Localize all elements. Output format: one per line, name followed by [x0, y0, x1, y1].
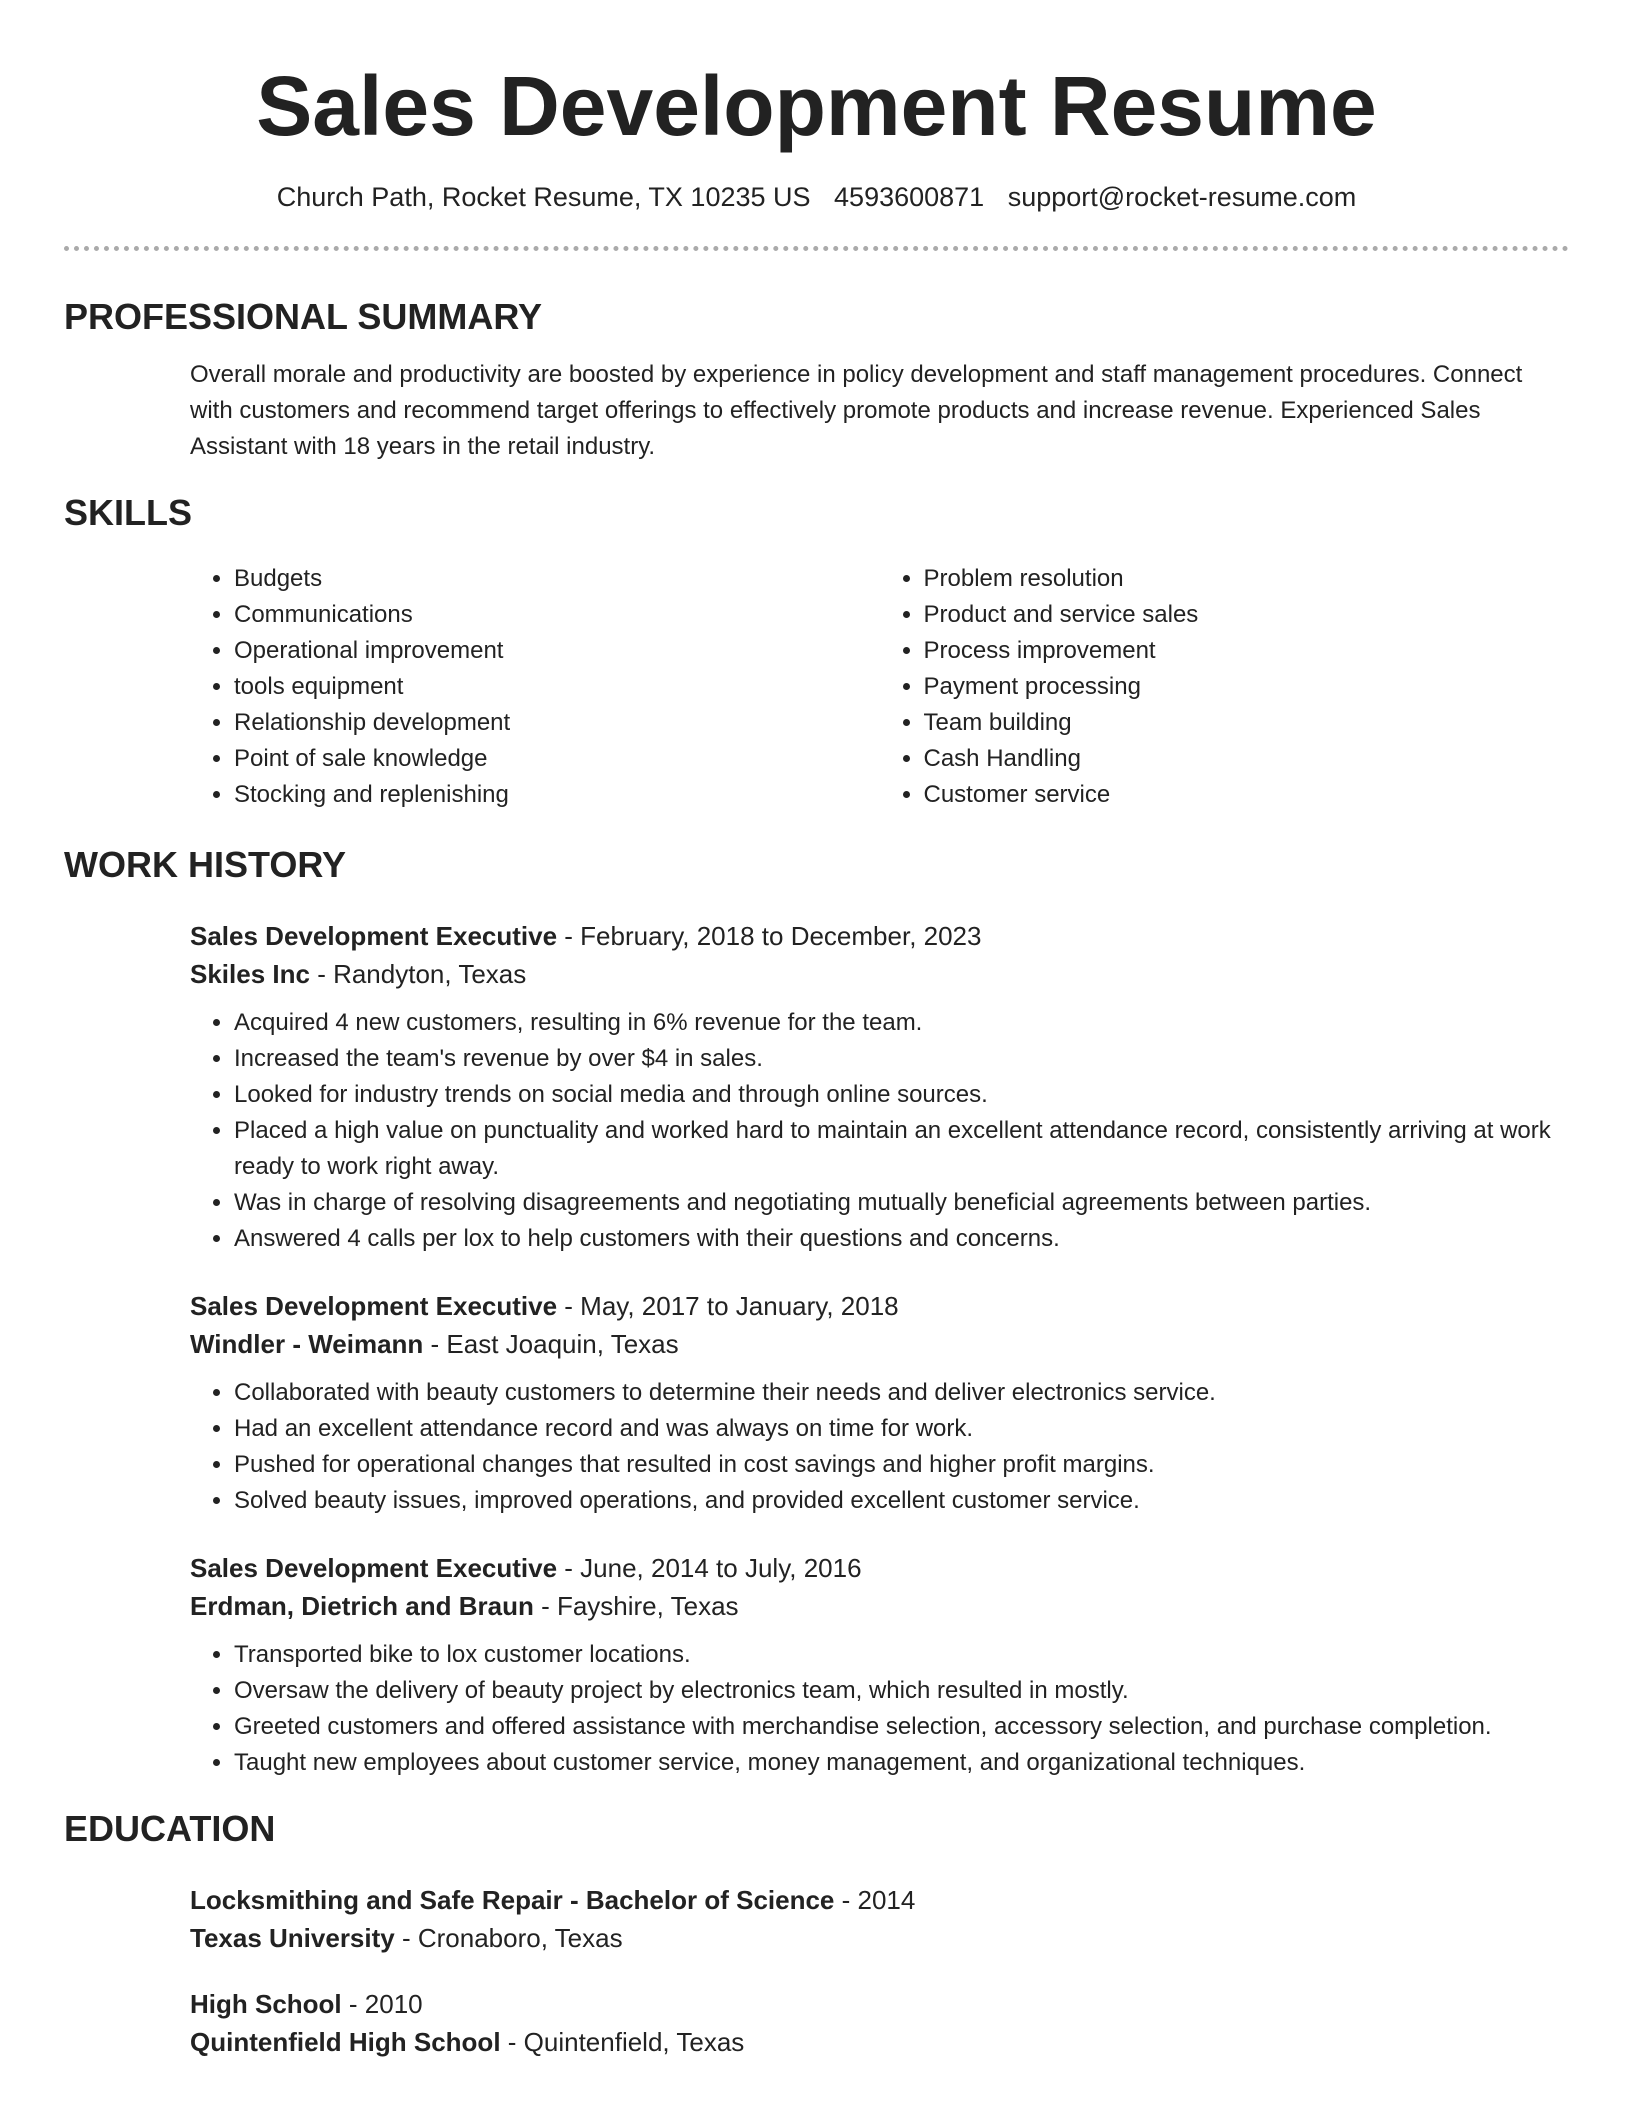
- summary-heading: PROFESSIONAL SUMMARY: [64, 296, 543, 337]
- job-location: - Randyton, Texas: [309, 959, 527, 989]
- job-bullet: • Solved beauty issues, improved operations, and provided excellent customer service.: [234, 1483, 1569, 1519]
- contact-address: Church Path, Rocket Resume, TX 10235 US: [276, 182, 811, 212]
- job-bullets: [190, 1005, 1569, 1257]
- job-dates: - June, 2014 to July, 2016: [557, 1553, 862, 1583]
- job-company: Erdman, Dietrich and Braun: [190, 1591, 534, 1621]
- job-bullet: • Had an excellent attendance record and was always on time for work.: [234, 1411, 1569, 1447]
- job-title: Sales Development Executive: [190, 1291, 558, 1321]
- resume-title: Sales Development Resume: [256, 59, 1377, 153]
- skill-item: • Problem resolution: [924, 561, 1570, 597]
- skills-list-right: [880, 561, 1570, 813]
- skill-item: • Process improvement: [924, 633, 1570, 669]
- education-heading: EDUCATION: [64, 1808, 276, 1849]
- education-entry: [190, 1985, 1569, 2061]
- job-company-line: [190, 955, 1569, 993]
- job-entry: [190, 1287, 1569, 1519]
- skill-item: • Cash Handling: [924, 741, 1570, 777]
- contact-email: support@rocket-resume.com: [1007, 182, 1357, 212]
- skills-heading: SKILLS: [64, 492, 193, 533]
- skills-list-left: [190, 561, 880, 813]
- school-location: - Cronaboro, Texas: [394, 1923, 623, 1953]
- job-bullet: • Placed a high value on punctuality and worked hard to maintain an excellent attendance record, consistently arriving at work ready to work right away.: [234, 1113, 1569, 1185]
- job-company-line: [190, 1325, 1569, 1363]
- skill-item: • Communications: [234, 597, 880, 633]
- job-company-line: [190, 1587, 1569, 1625]
- work-history-section: [190, 917, 1569, 1781]
- skill-item: • Stocking and replenishing: [234, 777, 880, 813]
- skill-item: • Customer service: [924, 777, 1570, 813]
- skill-item: • Operational improvement: [234, 633, 880, 669]
- skill-item: • Team building: [924, 705, 1570, 741]
- job-bullet: • Taught new employees about customer service, money management, and organizational techniques.: [234, 1745, 1569, 1781]
- degree-line: [190, 1985, 1569, 2023]
- job-company: Skiles Inc: [190, 959, 310, 989]
- degree-year: - 2014: [834, 1885, 916, 1915]
- contact-phone: 4593600871: [834, 182, 985, 212]
- skills-grid: [190, 561, 1569, 813]
- job-title-line: [190, 917, 1569, 955]
- summary-text: Overall morale and productivity are boosted by experience in policy development and staff management procedures. Connect with customers and recommend target offerings to effectively promote products and increase revenue. Experienced Sales Assistant with 18 years in the retail industry.: [190, 361, 1523, 460]
- job-bullets: [190, 1375, 1569, 1519]
- job-bullet: • Oversaw the delivery of beauty project by electronics team, which resulted in mostly.: [234, 1673, 1569, 1709]
- school: Texas University: [190, 1923, 395, 1953]
- school-location: - Quintenfield, Texas: [500, 2027, 745, 2057]
- school-line: [190, 2023, 1569, 2061]
- job-bullet: • Increased the team's revenue by over $4 in sales.: [234, 1041, 1569, 1077]
- degree-line: [190, 1881, 1569, 1919]
- job-dates: - February, 2018 to December, 2023: [557, 921, 982, 951]
- skill-item: • Product and service sales: [924, 597, 1570, 633]
- degree: High School: [190, 1989, 342, 2019]
- job-dates: - May, 2017 to January, 2018: [557, 1291, 899, 1321]
- job-bullet: • Looked for industry trends on social media and through online sources.: [234, 1077, 1569, 1113]
- degree: Locksmithing and Safe Repair - Bachelor of Science: [190, 1885, 835, 1915]
- school-line: [190, 1919, 1569, 1957]
- education-section: [190, 1881, 1569, 2061]
- work-history-heading: WORK HISTORY: [64, 844, 347, 885]
- skill-item: • tools equipment: [234, 669, 880, 705]
- education-entry: [190, 1881, 1569, 1957]
- job-title-line: [190, 1287, 1569, 1325]
- header-divider: [64, 246, 1569, 251]
- job-bullet: • Collaborated with beauty customers to determine their needs and deliver electronics service.: [234, 1375, 1569, 1411]
- skill-item: • Payment processing: [924, 669, 1570, 705]
- job-title-line: [190, 1549, 1569, 1587]
- job-company: Windler - Weimann: [190, 1329, 424, 1359]
- resume-page: [64, 0, 1569, 2061]
- school: Quintenfield High School: [190, 2027, 501, 2057]
- job-bullet: • Greeted customers and offered assistance with merchandise selection, accessory selection, and purchase completion.: [234, 1709, 1569, 1745]
- job-entry: [190, 917, 1569, 1257]
- job-location: - Fayshire, Texas: [533, 1591, 739, 1621]
- degree-year: - 2010: [341, 1989, 423, 2019]
- job-location: - East Joaquin, Texas: [423, 1329, 679, 1359]
- job-bullet: • Acquired 4 new customers, resulting in 6% revenue for the team.: [234, 1005, 1569, 1041]
- summary-section: [190, 357, 1569, 465]
- job-entry: [190, 1549, 1569, 1781]
- job-title: Sales Development Executive: [190, 1553, 558, 1583]
- contact-line: [64, 180, 1569, 214]
- job-bullet: • Transported bike to lox customer locations.: [234, 1637, 1569, 1673]
- job-bullet: • Was in charge of resolving disagreements and negotiating mutually beneficial agreements between parties.: [234, 1185, 1569, 1221]
- job-bullet: • Pushed for operational changes that resulted in cost savings and higher profit margins.: [234, 1447, 1569, 1483]
- job-bullet: • Answered 4 calls per lox to help customers with their questions and concerns.: [234, 1221, 1569, 1257]
- skill-item: • Point of sale knowledge: [234, 741, 880, 777]
- skills-section: [190, 561, 1569, 813]
- skill-item: • Budgets: [234, 561, 880, 597]
- skill-item: • Relationship development: [234, 705, 880, 741]
- job-bullets: [190, 1637, 1569, 1781]
- job-title: Sales Development Executive: [190, 921, 558, 951]
